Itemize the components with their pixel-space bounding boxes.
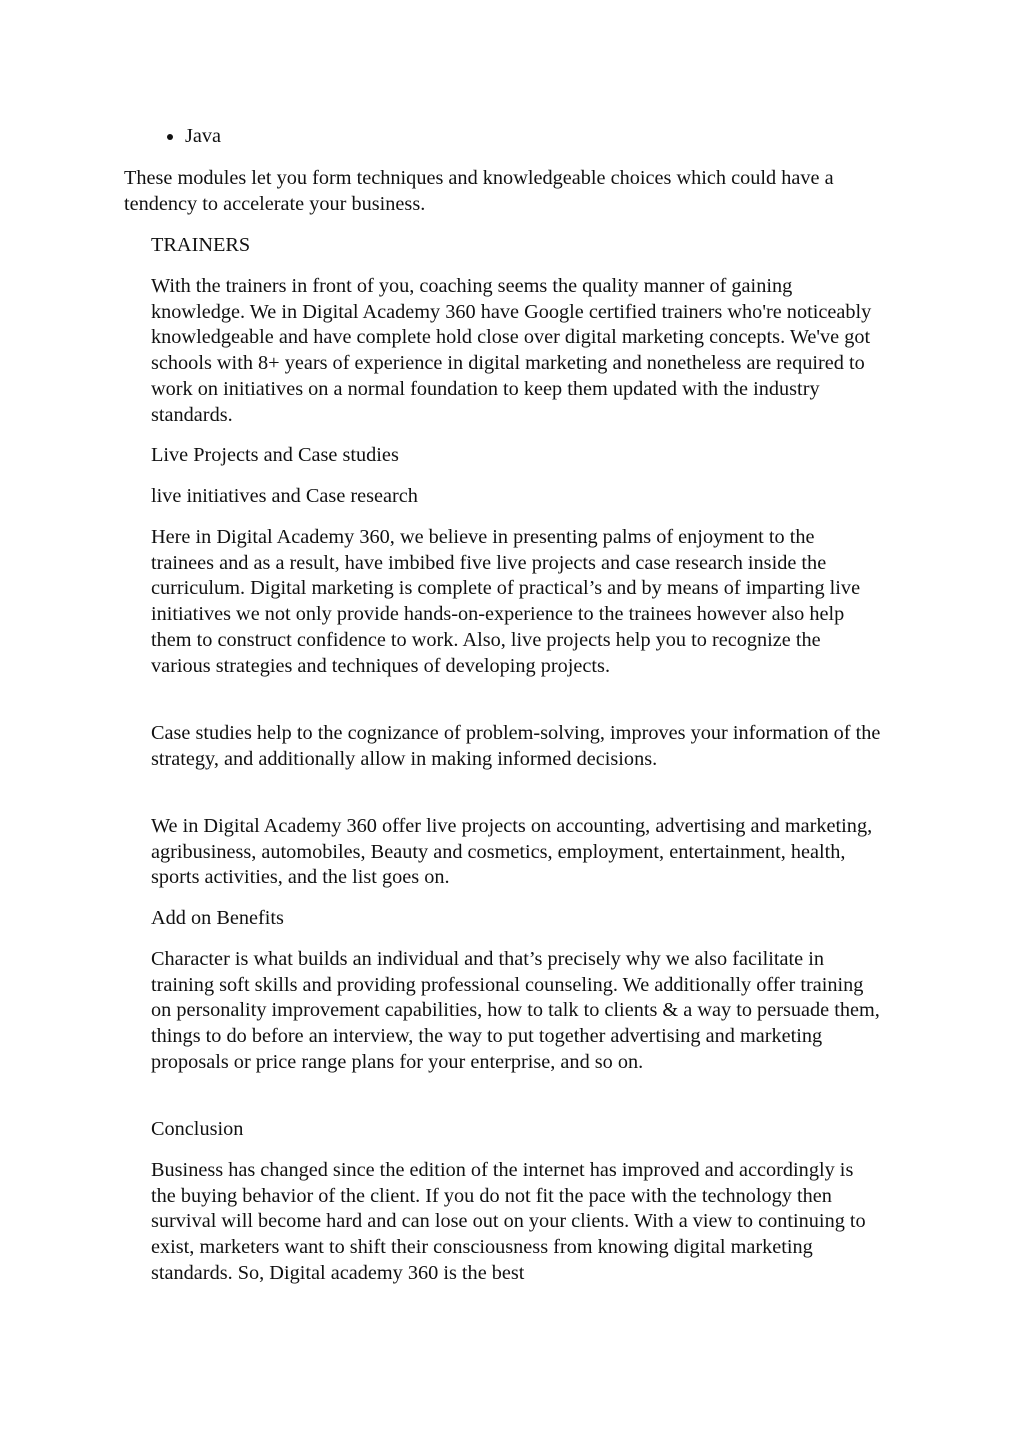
add-on-benefits-heading: Add on Benefits [151, 907, 284, 929]
bullet-text: Java [185, 125, 222, 147]
add-on-benefits-paragraph: Character is what builds an individual and that’s precisely why we also facilitate in training soft skills and providing professional counseling. We additionally offer training on personality improvement capabilities, how to talk to clients & a way to persuade them, things to do before an interview, the way to put together advertising and marketing proposals or price range plans for your enterprise, and so on. [151, 948, 880, 1073]
offer-paragraph: We in Digital Academy 360 offer live projects on accounting, advertising and marketing, agribusiness, automobiles, Beauty and cosmetics, employment, entertainment, health, sports activities, and the list goes on. [151, 815, 873, 889]
conclusion-heading: Conclusion [151, 1118, 244, 1140]
live-initiatives-subheading: live initiatives and Case research [151, 485, 418, 507]
conclusion-paragraph: Business has changed since the edition of the internet has improved and accordingly is the buying behavior of the client. If you do not fit the pace with the technology then survival will become hard and can lose out on your clients. With a view to continuing to exist, marketers want to shift their consciousness from knowing digital marketing standards. So, Digital academy 360 is the best [151, 1159, 866, 1284]
live-projects-paragraph: Here in Digital Academy 360, we believe in presenting palms of enjoyment to the trainees and as a result, have imbibed five live projects and case research inside the curriculum. Digital marketing is complete of practical’s and by means of imparting live initiatives we not only provide hands-on-experience to the trainees however also help them to construct confidence to work. Also, live projects help you to recognize the various strategies and techniques of developing projects. [151, 526, 861, 677]
intro-paragraph: These modules let you form techniques and knowledgeable choices which could have a tendency to accelerate your business. [124, 167, 834, 215]
case-studies-paragraph: Case studies help to the cognizance of problem-solving, improves your information of the strategy, and additionally allow in making informed decisions. [151, 722, 881, 770]
bullet-dot-icon [167, 134, 173, 140]
live-projects-heading: Live Projects and Case studies [151, 444, 399, 466]
trainers-paragraph: With the trainers in front of you, coaching seems the quality manner of gaining knowledge. We in Digital Academy 360 have Google certified trainers who're noticeably knowledgeable and have complete hold close over digital marketing concepts. We've got schools with 8+ years of experience in digital marketing and nonetheless are required to work on initiatives on a normal foundation to keep them updated with the industry standards. [151, 275, 872, 426]
trainers-heading: TRAINERS [151, 234, 251, 256]
